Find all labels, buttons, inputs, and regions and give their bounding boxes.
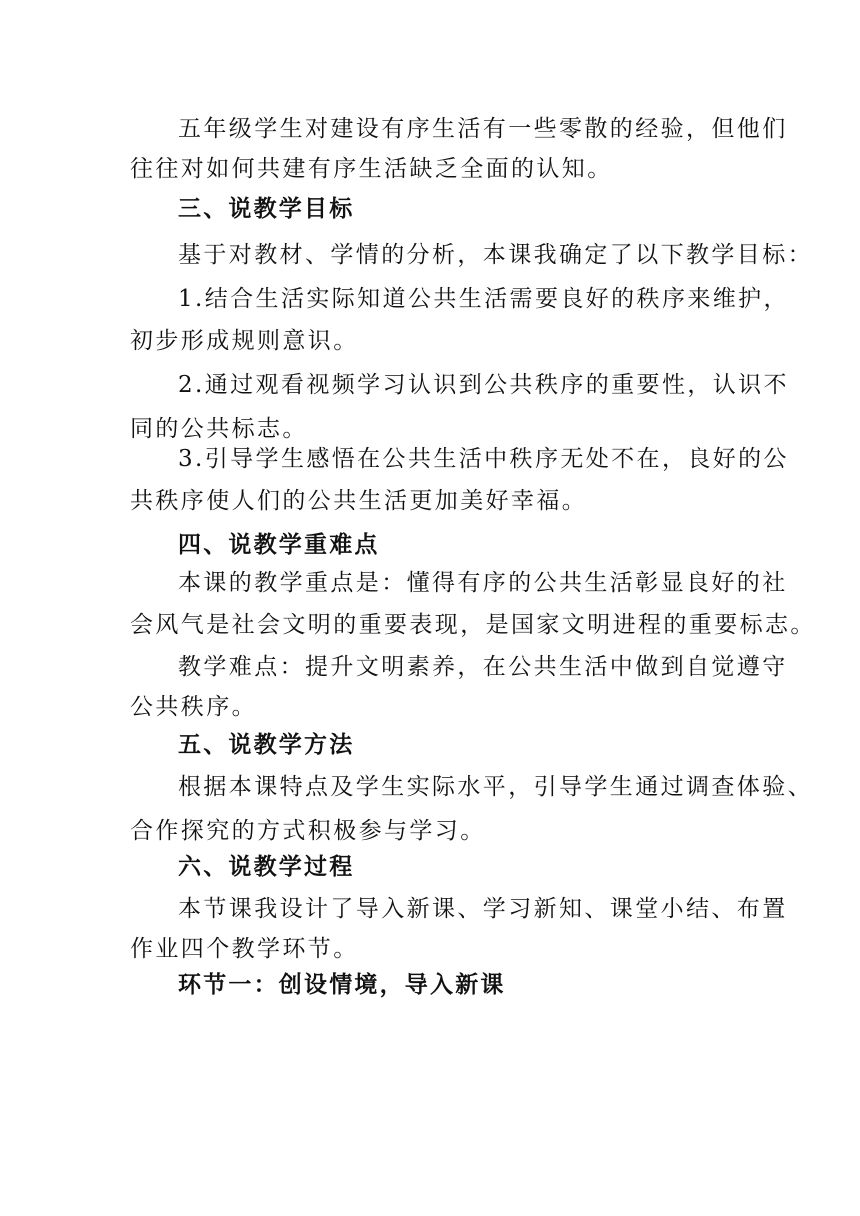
paragraph-line: 作业四个教学环节。	[130, 936, 359, 962]
paragraph-line: 2.通过观看视频学习认识到公共秩序的重要性，认识不	[178, 372, 789, 398]
section-heading: 六、说教学过程	[178, 853, 355, 880]
paragraph-line: 五年级学生对建设有序生活有一些零散的经验，但他们	[178, 116, 788, 142]
paragraph-line: 初步形成规则意识。	[130, 328, 359, 354]
paragraph-line: 1.结合生活实际知道公共生活需要良好的秩序来维护，	[178, 286, 789, 312]
paragraph-line: 共秩序使人们的公共生活更加美好幸福。	[130, 488, 588, 514]
paragraph-line: 会风气是社会文明的重要表现，是国家文明进程的重要标志。	[130, 612, 816, 638]
paragraph-line: 根据本课特点及学生实际水平，引导学生通过调查体验、	[178, 774, 813, 800]
paragraph-line: 公共秩序。	[130, 694, 257, 720]
paragraph-line: 基于对教材、学情的分析，本课我确定了以下教学目标：	[178, 242, 813, 268]
section-heading: 五、说教学方法	[178, 731, 355, 758]
paragraph-line: 本课的教学重点是：懂得有序的公共生活彰显良好的社	[178, 570, 788, 596]
section-heading: 三、说教学目标	[178, 195, 355, 222]
paragraph-line: 往往对如何共建有序生活缺乏全面的认知。	[130, 156, 613, 182]
paragraph-line: 本节课我设计了导入新课、学习新知、课堂小结、布置	[178, 896, 788, 922]
paragraph-line: 合作探究的方式积极参与学习。	[130, 818, 486, 844]
paragraph-line: 3.引导学生感悟在公共生活中秩序无处不在，良好的公	[178, 446, 789, 472]
paragraph-line: 同的公共标志。	[130, 416, 308, 442]
paragraph-line: 教学难点：提升文明素养，在公共生活中做到自觉遵守	[178, 654, 788, 680]
section-heading: 四、说教学重难点	[178, 531, 380, 558]
section-heading: 环节一：创设情境，导入新课	[178, 971, 506, 998]
